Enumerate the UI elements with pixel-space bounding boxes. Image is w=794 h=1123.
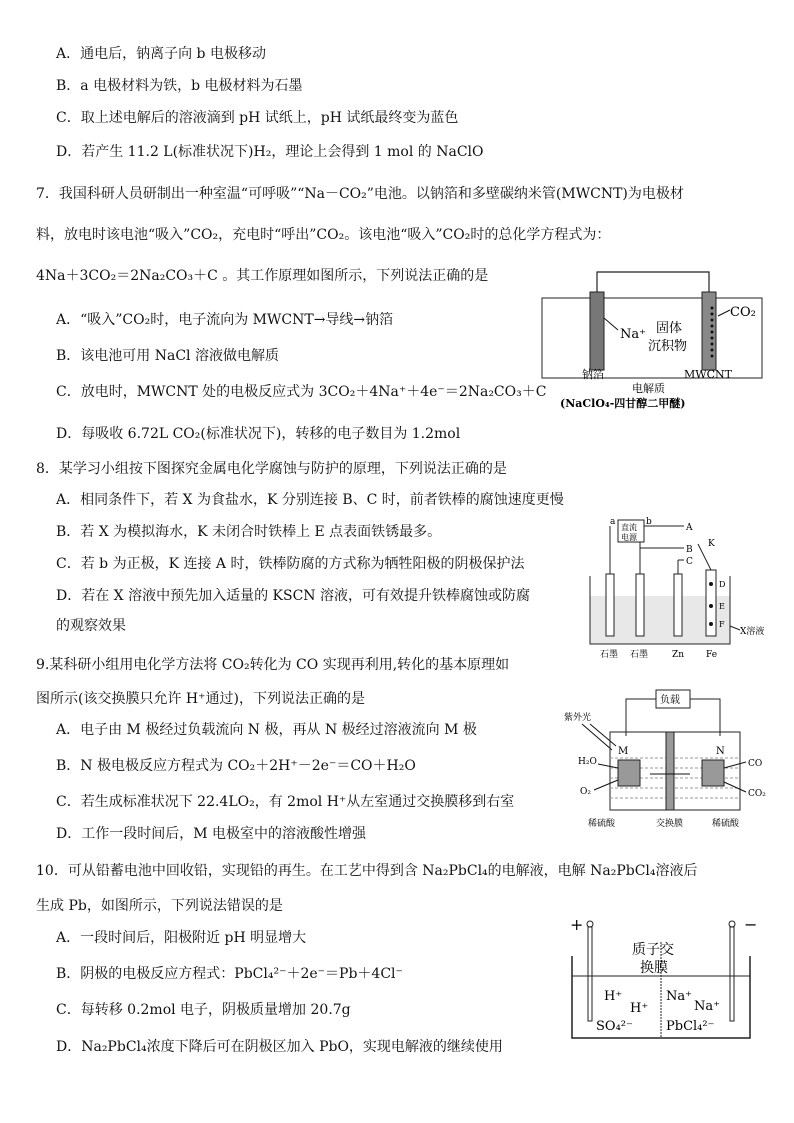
membrane-label-1: 质子交 [632, 942, 674, 958]
h-ion-label-1: H⁺ [604, 989, 623, 1004]
q8-option-d-line2: 的观察效果 [56, 618, 126, 634]
q6-option-b: B．a 电极材料为铁，b 电极材料为石墨 [56, 78, 303, 94]
q7-battery-figure [540, 266, 775, 416]
anode-sign: + [570, 916, 584, 934]
iron-label: Fe [706, 650, 718, 660]
q9-electrolysis-figure [560, 688, 775, 836]
q9-option-d: D．工作一段时间后，M 电极室中的溶液酸性增强 [56, 826, 367, 842]
o2-label: O₂ [580, 787, 591, 797]
co2-label: CO₂ [748, 789, 766, 799]
contact-a-label: A [686, 523, 693, 533]
q9-stem-line1: 9.某科研小组用电化学方法将 CO₂转化为 CO 实现再利用,转化的基本原理如 [36, 657, 510, 673]
x-solution-label: X溶液 [740, 627, 765, 637]
q7-option-d: D．每吸收 6.72L CO₂(标准状况下)，转移的电子数目为 1.2mol [56, 426, 461, 442]
q8-corrosion-figure [580, 514, 780, 664]
electrode-n-label: N [716, 746, 725, 757]
electrode-n [702, 760, 724, 786]
q10-option-d: D．Na₂PbCl₄浓度下降后可在阴极区加入 PbO，实现电解液的继续使用 [56, 1039, 503, 1055]
contact-b-label: B [686, 545, 693, 555]
q6-option-c: C．取上述电解后的溶液滴到 pH 试纸上，pH 试纸最终变为蓝色 [56, 110, 459, 126]
deposit-dots [711, 307, 714, 358]
point-e-label: E [719, 602, 725, 611]
power-terminal-a: a [610, 517, 616, 527]
electrode-m-label: M [618, 746, 629, 757]
power-label-1: 直流 [621, 523, 637, 532]
cathode-electrode [730, 927, 734, 1021]
q8-option-d-line1: D．若在 X 溶液中预先加入适量的 KSCN 溶液，可有效提升铁棒腐蚀或防腐 [56, 588, 531, 604]
external-wire [597, 272, 709, 292]
h-ion-label-2: H⁺ [630, 1001, 649, 1016]
q8-option-a: A．相同条件下，若 X 为食盐水，K 分别连接 B、C 时，前者铁棒的腐蚀速度更慢 [56, 492, 564, 508]
graphite-rod-2 [636, 574, 644, 636]
sodium-foil-label: 钠箔 [582, 368, 604, 381]
q9-option-a: A．电子由 M 极经过负载流向 N 极，再从 N 极经过溶液流向 M 极 [56, 722, 477, 738]
q10-option-b: B．阴极的电极反应方程式：PbCl₄²⁻＋2e⁻＝Pb＋4Cl⁻ [56, 966, 403, 982]
iron-rod [706, 570, 716, 636]
sodium-foil-electrode [590, 292, 604, 370]
point-d-label: D [719, 580, 726, 589]
membrane-label-2: 换膜 [640, 960, 668, 976]
q9-stem-line2: 图所示(该交换膜只允许 H⁺通过)，下列说法正确的是 [36, 691, 365, 707]
anode-electrode [588, 927, 592, 1021]
dilute-acid-left-label: 稀硫酸 [588, 819, 616, 829]
q10-option-a: A．一段时间后，阳极附近 pH 明显增大 [56, 930, 307, 946]
q10-electrolysis-figure [566, 916, 766, 1046]
q7-stem-line2: 料，放电时该电池“吸入”CO₂，充电时“呼出”CO₂。该电池“吸入”CO₂时的总化学方程式为： [36, 227, 611, 243]
electrolyte-label: 电解质 [632, 382, 665, 395]
na-arrow [604, 318, 618, 330]
q10-option-c: C．每转移 0.2mol 电子，阴极质量增加 20.7g [56, 1002, 351, 1018]
co2-arrow [718, 310, 730, 316]
uv-light-label: 紫外光 [564, 713, 592, 723]
mwcnt-label: MWCNT [684, 368, 732, 381]
power-label-2: 电源 [621, 533, 637, 542]
mwcnt-electrode [702, 292, 716, 370]
na-ion-label: Na⁺ [620, 327, 646, 342]
q7-option-b: B．该电池可用 NaCl 溶液做电解质 [56, 348, 279, 364]
q8-stem: 8．某学习小组按下图探究金属电化学腐蚀与防护的原理，下列说法正确的是 [36, 461, 507, 477]
cathode-sign: − [744, 916, 758, 934]
dilute-acid-right-label: 稀硫酸 [712, 819, 740, 829]
co-label: CO [748, 759, 763, 769]
h2o-label: H₂O [578, 757, 597, 767]
q7-stem-line1: 7．我国科研人员研制出一种室温“可呼吸”“Na－CO₂”电池。以钠箔和多壁碳纳米管(MWCNT)为电极材 [36, 186, 684, 202]
graphite-label-2: 石墨 [630, 650, 649, 660]
graphite-label-1: 石墨 [600, 650, 619, 660]
switch-k-label: K [708, 539, 715, 549]
q9-option-c: C．若生成标准状况下 22.4LO₂，有 2mol H⁺从左室通过交换膜移到右室 [56, 794, 515, 810]
q7-stem-line3: 4Na＋3CO₂＝2Na₂CO₃＋C 。其工作原理如图所示，下列说法正确的是 [36, 268, 489, 284]
q9-option-b: B．N 极电极反应方程式为 CO₂＋2H⁺－2e⁻＝CO＋H₂O [56, 758, 416, 774]
point-f-label: F [719, 620, 725, 629]
deposit-label: 沉积物 [648, 339, 688, 354]
q7-option-c: C．放电时，MWCNT 处的电极反应式为 3CO₂＋4Na⁺＋4e⁻＝2Na₂CO₃＋C [56, 384, 547, 400]
exchange-membrane [666, 732, 674, 810]
q6-option-d: D．若产生 11.2 L(标准状况下)H₂，理论上会得到 1 mol 的 NaClO [56, 144, 484, 160]
na-ion-label-2: Na⁺ [694, 999, 720, 1014]
membrane-label: 交换膜 [656, 819, 684, 829]
power-terminal-b: b [646, 517, 652, 527]
q8-option-b: B．若 X 为模拟海水，K 未闭合时铁棒上 E 点表面铁锈最多。 [56, 524, 442, 540]
q6-option-a: A．通电后，钠离子向 b 电极移动 [56, 46, 266, 62]
zinc-rod [674, 574, 682, 636]
q8-option-c: C．若 b 为正极，K 连接 A 时，铁棒防腐的方式称为牺牲阳极的阴极保护法 [56, 556, 525, 572]
load-label: 负载 [660, 695, 680, 706]
q10-stem-line2: 生成 Pb，如图所示，下列说法错误的是 [36, 898, 283, 914]
co2-label: CO₂ [730, 305, 756, 320]
pbcl4-label: PbCl₄²⁻ [666, 1019, 715, 1034]
electrode-m [618, 760, 640, 786]
q7-option-a: A．“吸入”CO₂时，电子流向为 MWCNT→导线→钠箔 [56, 312, 394, 328]
graphite-rod-1 [606, 574, 614, 636]
sulfate-label: SO₄²⁻ [596, 1019, 633, 1034]
electrolyte-detail: (NaClO₄-四甘醇二甲醚) [560, 397, 686, 410]
solid-label: 固体 [656, 321, 683, 336]
zinc-label: Zn [672, 650, 685, 660]
q10-stem-line1: 10．可从铅蓄电池中回收铅，实现铅的再生。在工艺中得到含 Na₂PbCl₄的电解液，电解 Na₂PbCl₄溶液后 [36, 863, 698, 879]
contact-c-label: C [686, 557, 693, 567]
na-ion-label-1: Na⁺ [666, 989, 692, 1004]
